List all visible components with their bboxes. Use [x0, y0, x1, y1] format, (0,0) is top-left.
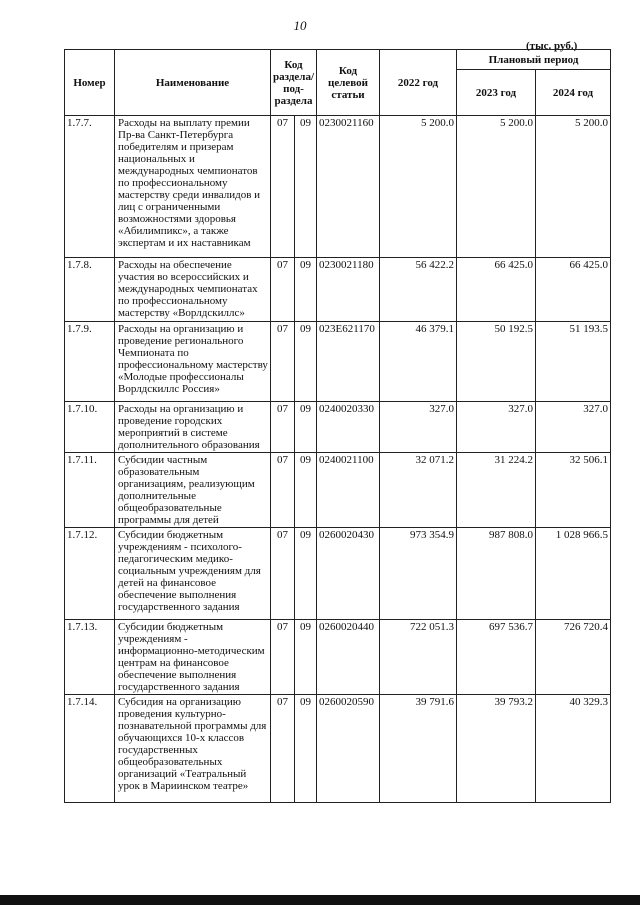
table-row: [65, 528, 611, 620]
row-number: 1.7.14.: [65, 695, 115, 803]
row-section: 07: [271, 453, 295, 528]
header-year-2024: 2024 год: [536, 70, 611, 116]
row-section: 07: [271, 402, 295, 453]
row-value-2024: 1 028 966.5: [536, 528, 611, 620]
row-value-2022: 32 071.2: [380, 453, 457, 528]
row-name: Расходы на организацию и проведение регионального Чемпионата по профессиональному мастерству «Молодые профессионалы Ворлдскиллс Россия»: [115, 322, 271, 402]
row-name: Расходы на выплату премии Пр-ва Санкт-Петербурга победителям и призерам национальных и международных чемпионатов по профессиональному мастерству среди инвалидов и лиц с ограниченными возможностями здоровья «Абилимпикс», а также экспертам и их наставникам: [115, 116, 271, 258]
scan-edge: [0, 895, 640, 905]
row-value-2022: 722 051.3: [380, 620, 457, 695]
row-number: 1.7.7.: [65, 116, 115, 258]
row-target-code: 0260020430: [317, 528, 380, 620]
row-number: 1.7.13.: [65, 620, 115, 695]
row-target-code: 023E621170: [317, 322, 380, 402]
row-value-2024: 40 329.3: [536, 695, 611, 803]
row-value-2023: 327.0: [457, 402, 536, 453]
header-number: Номер: [65, 50, 115, 116]
row-target-code: 0240020330: [317, 402, 380, 453]
row-value-2022: 973 354.9: [380, 528, 457, 620]
row-value-2023: 50 192.5: [457, 322, 536, 402]
row-value-2024: 5 200.0: [536, 116, 611, 258]
table-row: [65, 402, 611, 453]
row-value-2024: 327.0: [536, 402, 611, 453]
budget-table: [64, 49, 611, 803]
row-target-code: 0230021160: [317, 116, 380, 258]
row-value-2024: 66 425.0: [536, 258, 611, 322]
units-label: (тыс. руб.): [526, 40, 578, 52]
row-value-2023: 987 808.0: [457, 528, 536, 620]
table-row: [65, 258, 611, 322]
row-subsection: 09: [295, 322, 317, 402]
row-value-2022: 39 791.6: [380, 695, 457, 803]
row-subsection: 09: [295, 116, 317, 258]
row-name: Расходы на организацию и проведение городских мероприятий в системе дополнительного образования: [115, 402, 271, 453]
row-section: 07: [271, 116, 295, 258]
row-subsection: 09: [295, 402, 317, 453]
table-row: [65, 620, 611, 695]
row-target-code: 0260020590: [317, 695, 380, 803]
row-target-code: 0230021180: [317, 258, 380, 322]
header-target-code: Код целевой статьи: [317, 50, 380, 116]
row-subsection: 09: [295, 528, 317, 620]
row-value-2022: 56 422.2: [380, 258, 457, 322]
row-name: Субсидии частным образовательным организациям, реализующим дополнительные общеобразовательные программы для детей: [115, 453, 271, 528]
row-number: 1.7.12.: [65, 528, 115, 620]
table-row: [65, 116, 611, 258]
header-year-2022: 2022 год: [380, 50, 457, 116]
row-number: 1.7.9.: [65, 322, 115, 402]
row-value-2022: 46 379.1: [380, 322, 457, 402]
row-section: 07: [271, 322, 295, 402]
row-subsection: 09: [295, 695, 317, 803]
page-number: 10: [293, 18, 307, 33]
row-value-2022: 327.0: [380, 402, 457, 453]
row-target-code: 0260020440: [317, 620, 380, 695]
row-name: Расходы на обеспечение участия во всероссийских и международных чемпионатах по профессиональному мастерству «Ворлдскиллс»: [115, 258, 271, 322]
row-value-2024: 32 506.1: [536, 453, 611, 528]
row-number: 1.7.11.: [65, 453, 115, 528]
table-row: [65, 322, 611, 402]
row-section: 07: [271, 620, 295, 695]
row-target-code: 0240021100: [317, 453, 380, 528]
row-value-2024: 51 193.5: [536, 322, 611, 402]
row-name: Субсидии бюджетным учреждениям - информационно-методическим центрам на финансовое обеспечение выполнения государственного задания: [115, 620, 271, 695]
row-value-2024: 726 720.4: [536, 620, 611, 695]
row-value-2023: 31 224.2: [457, 453, 536, 528]
row-value-2023: 697 536.7: [457, 620, 536, 695]
row-subsection: 09: [295, 620, 317, 695]
row-section: 07: [271, 695, 295, 803]
row-name: Субсидия на организацию проведения культурно-познавательной программы для обучающихся 10-х классов государственных общеобразовательных организаций «Театральный урок в Мариинском театре»: [115, 695, 271, 803]
row-name: Субсидии бюджетным учреждениям - психолого-педагогическим медико-социальным учреждениям для детей на финансовое обеспечение выполнения государственного задания: [115, 528, 271, 620]
row-number: 1.7.10.: [65, 402, 115, 453]
row-value-2023: 39 793.2: [457, 695, 536, 803]
row-value-2023: 66 425.0: [457, 258, 536, 322]
row-subsection: 09: [295, 453, 317, 528]
row-number: 1.7.8.: [65, 258, 115, 322]
table-row: [65, 453, 611, 528]
header-year-2023: 2023 год: [457, 70, 536, 116]
row-value-2022: 5 200.0: [380, 116, 457, 258]
table-row: [65, 695, 611, 803]
row-value-2023: 5 200.0: [457, 116, 536, 258]
header-name: Наименование: [115, 50, 271, 116]
row-section: 07: [271, 528, 295, 620]
row-section: 07: [271, 258, 295, 322]
header-section-code: Код раздела/ под-раздела: [271, 50, 317, 116]
header-planned-period: Плановый период: [457, 50, 611, 70]
row-subsection: 09: [295, 258, 317, 322]
